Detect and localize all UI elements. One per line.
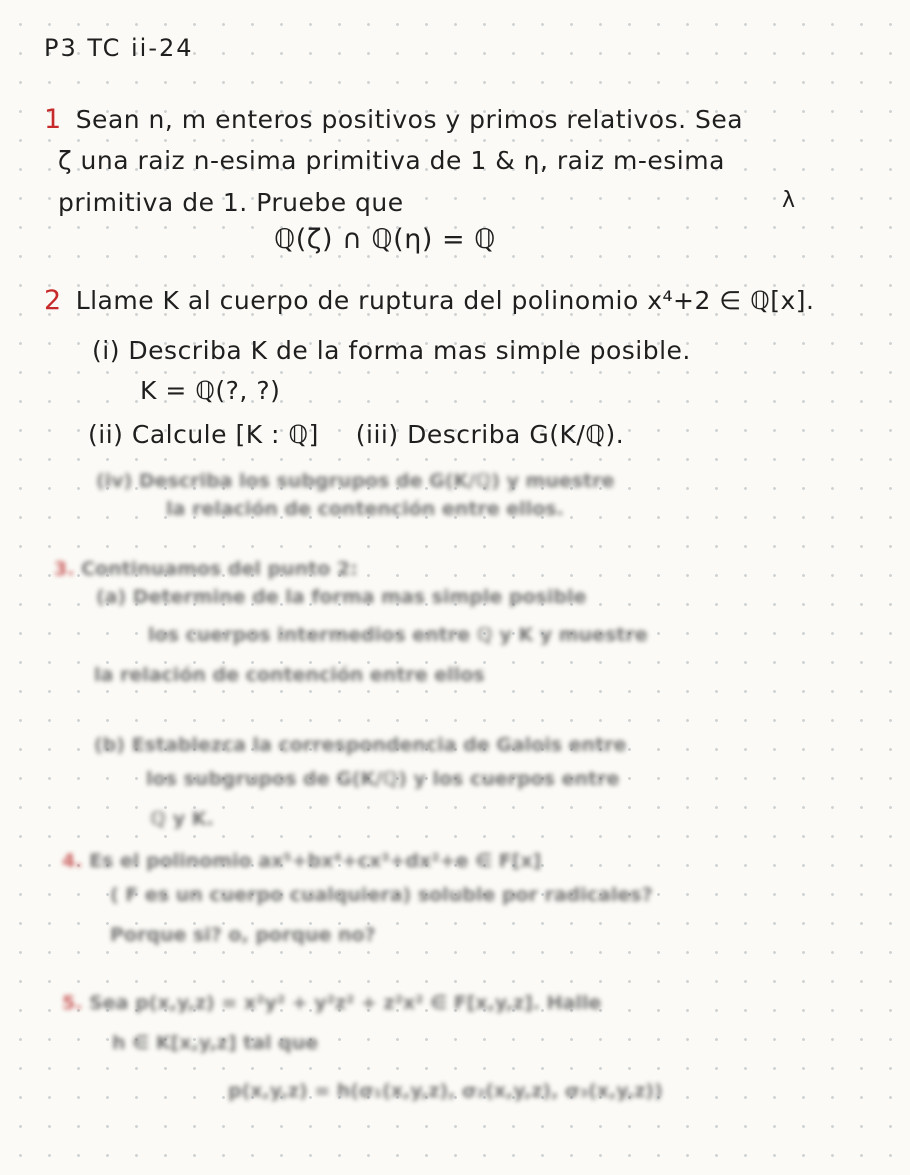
- blurred-line-9: ℚ y K.: [150, 808, 214, 830]
- blurred-line-8: los subgrupos de G(K/ℚ) y los cuerpos entre: [146, 768, 620, 790]
- problem-1-line-2: ζ una raiz n-esima primitiva de 1 & η, raiz m-esima: [58, 146, 725, 175]
- problem-2-line-1: [44, 285, 815, 316]
- blurred-line-5: los cuerpos intermedios entre ℚ y K y muestre: [148, 624, 648, 646]
- blurred-number-4: 4.: [62, 850, 83, 872]
- blurred-line-4: (a) Determine de la forma mas simple posible: [96, 586, 587, 608]
- problem-2-part-ii: [88, 420, 624, 449]
- problem-1-formula: ℚ(ζ) ∩ ℚ(η) = ℚ: [274, 224, 496, 255]
- problem-1-text-1: Sean n, m enteros positivos y primos relativos. Sea: [75, 105, 744, 134]
- problem-1-margin-mark: λ: [782, 188, 796, 213]
- blurred-text-3: Continuamos del punto 2:: [81, 558, 358, 580]
- blurred-line-15: p(x,y,z) = h(σ₁(x,y,z), σ₂(x,y,z), σ₃(x,y,z)): [228, 1080, 663, 1102]
- part-ii-label: (ii): [88, 420, 124, 449]
- part-iii-label: (iii): [355, 420, 399, 449]
- blurred-line-7: (b) Establezca la correspondencia de Galois entre: [94, 734, 627, 756]
- blurred-number-5: 5.: [62, 992, 83, 1014]
- problem-1-line-1: [44, 104, 743, 135]
- blurred-line-11: ( F es un cuerpo cualquiera) soluble por radicales?: [110, 884, 653, 906]
- blurred-line-6: la relación de contención entre ellos: [94, 664, 485, 686]
- blurred-line-13: [62, 992, 601, 1014]
- blurred-line-2: la relación de contención entre ellos.: [166, 498, 564, 520]
- blurred-line-3: [54, 558, 358, 580]
- page-header: P3 TC ii-24: [44, 34, 194, 62]
- problem-1-number: 1: [44, 104, 62, 135]
- blurred-line-1: (iv) Describa los subgrupos de G(K/ℚ) y muestre: [96, 470, 615, 492]
- part-i-text: Describa K de la forma mas simple posible.: [128, 336, 691, 365]
- blurred-line-10: [62, 850, 541, 872]
- part-ii-text: Calcule [K : ℚ]: [131, 420, 319, 449]
- part-iii-text: Describa G(K/ℚ).: [407, 420, 625, 449]
- blurred-text-13: Sea p(x,y,z) = x²y² + y²z² + z²x² ∈ F[x,y,z]. Halle: [89, 992, 602, 1014]
- problem-2-number: 2: [44, 285, 62, 316]
- blurred-number-3: 3.: [54, 558, 75, 580]
- problem-2-part-i: [92, 336, 691, 365]
- blurred-line-14: h ∈ K[x,y,z] tal que: [112, 1032, 319, 1054]
- blurred-text-10: Es el polinomio ax⁵+bx⁴+cx³+dx²+e ∈ F[x]: [89, 850, 542, 872]
- problem-2-text-1: Llame K al cuerpo de ruptura del polinomio x⁴+2 ∈ ℚ[x].: [75, 286, 815, 315]
- blurred-line-12: Porque si? o, porque no?: [110, 924, 376, 946]
- problem-1-line-3: primitiva de 1. Pruebe que: [58, 188, 404, 217]
- part-i-label: (i): [92, 336, 120, 365]
- part-i-formula: K = ℚ(?, ?): [140, 376, 281, 405]
